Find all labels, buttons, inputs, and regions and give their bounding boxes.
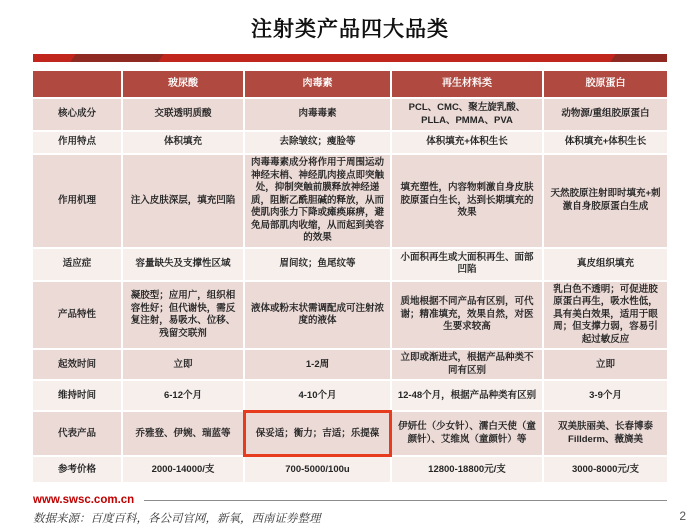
table-row-onset-time	[33, 350, 667, 379]
slide-footer	[33, 494, 667, 526]
band-dark-segment-left	[70, 54, 164, 62]
table-cell: 填充塑性，内容物刺激自身皮肤胶原蛋白生长，达到长期填充的效果	[392, 155, 542, 247]
row-label: 代表产品	[33, 412, 121, 455]
row-label: 作用特点	[33, 132, 121, 153]
table-cell: PCL、CMC、聚左旋乳酸、PLLA、PMMA、PVA	[392, 99, 542, 130]
table-cell: 眉间纹；鱼尾纹等	[245, 249, 390, 280]
footer-rule	[144, 500, 667, 501]
highlight-box	[243, 410, 392, 457]
column-header-hyaluronic-acid: 玻尿酸	[123, 71, 243, 97]
footer-site-link[interactable]: www.swsc.com.cn	[33, 494, 135, 507]
table-cell: 3-9个月	[544, 381, 667, 410]
table-cell: 体积填充+体积生长	[392, 132, 542, 153]
column-header-blank	[33, 71, 121, 97]
table-cell: 12800-18800元/支	[392, 457, 542, 482]
page-title: 注射类产品四大品类	[251, 18, 449, 41]
table-cell: 动物源/重组胶原蛋白	[544, 99, 667, 130]
table-cell: 肉毒毒素	[245, 99, 390, 130]
table-cell: 交联透明质酸	[123, 99, 243, 130]
table-cell: 立即	[123, 350, 243, 379]
table-cell: 乔雅登、伊婉、瑞蓝等	[123, 412, 243, 455]
band-dark-segment-right	[610, 54, 667, 62]
table-cell: 注入皮肤深层，填充凹陷	[123, 155, 243, 247]
table-cell: 乳白色不透明；可促进胶原蛋白再生，吸水性低，具有美白效果，适用于眼周；但支撑力弱，容易引起过敏反应	[544, 282, 667, 349]
table-row-product-traits	[33, 282, 667, 349]
table-cell: 双美肤丽美、长春博泰 Fillderm、薇旖美	[544, 412, 667, 455]
table-cell: 伊妍仕（少女针）、濡白天使（童颜针）、艾维岚（童颜针）等	[392, 412, 542, 455]
column-header-regenerative-materials: 再生材料类	[392, 71, 542, 97]
column-header-collagen: 胶原蛋白	[544, 71, 667, 97]
table-cell: 液体或粉末状需调配成可注射浓度的液体	[245, 282, 390, 349]
table-cell: 体积填充+体积生长	[544, 132, 667, 153]
row-label: 参考价格	[33, 457, 121, 482]
table-row-reference-price	[33, 457, 667, 482]
table-cell: 1-2周	[245, 350, 390, 379]
product-category-table	[33, 71, 667, 482]
table-cell: 立即或渐进式，根据产品种类不同有区别	[392, 350, 542, 379]
table-cell: 4-10个月	[245, 381, 390, 410]
table-cell: 体积填充	[123, 132, 243, 153]
table-cell: 质地根据不同产品有区别，可代谢；精准填充，效果自然，对医生要求较高	[392, 282, 542, 349]
data-source-note: 数据来源：百度百科，各公司官网，新氧，西南证券整理	[33, 511, 321, 526]
table-cell: 小面积再生或大面积再生、面部凹陷	[392, 249, 542, 280]
table-cell: 12-48个月，根据产品种类有区别	[392, 381, 542, 410]
row-label: 核心成分	[33, 99, 121, 130]
table-row-duration	[33, 381, 667, 410]
page-number: 2	[679, 509, 686, 523]
table-row-mechanism	[33, 155, 667, 247]
row-label: 作用机理	[33, 155, 121, 247]
table-row-function-traits	[33, 132, 667, 153]
table-cell: 真皮组织填充	[544, 249, 667, 280]
table-row-core-ingredient	[33, 99, 667, 130]
table-cell: 凝胶型；应用广，组织相容性好；但代谢快，需反复注射，易吸水、位移、残留交联剂	[123, 282, 243, 349]
divider-band	[33, 54, 667, 62]
table-cell: 去除皱纹；瘦脸等	[245, 132, 390, 153]
table-cell: 2000-14000/支	[123, 457, 243, 482]
table-cell: 容量缺失及支撑性区域	[123, 249, 243, 280]
table-cell: 立即	[544, 350, 667, 379]
row-label: 产品特性	[33, 282, 121, 349]
table-cell-highlighted: 保妥适；衡力；吉适；乐提葆	[245, 412, 390, 455]
table-row-representative-products	[33, 412, 667, 455]
column-header-botulinum-toxin: 肉毒素	[245, 71, 390, 97]
row-label: 维持时间	[33, 381, 121, 410]
table-cell: 肉毒毒素成分将作用于周围运动神经末梢、神经肌肉接点即突触处，抑制突触前膜释放神经递质，阻断乙酰胆碱的释放，从而使肌肉张力下降或瘫痪麻痹，避免局部肌肉收缩，从而起到美容的效果	[245, 155, 390, 247]
table-cell: 3000-8000元/支	[544, 457, 667, 482]
row-label: 适应症	[33, 249, 121, 280]
row-label: 起效时间	[33, 350, 121, 379]
table-header-row	[33, 71, 667, 97]
table-row-indications	[33, 249, 667, 280]
table-cell: 6-12个月	[123, 381, 243, 410]
table-cell: 天然胶原注射即时填充+刺激自身胶原蛋白生成	[544, 155, 667, 247]
table-cell: 700-5000/100u	[245, 457, 390, 482]
